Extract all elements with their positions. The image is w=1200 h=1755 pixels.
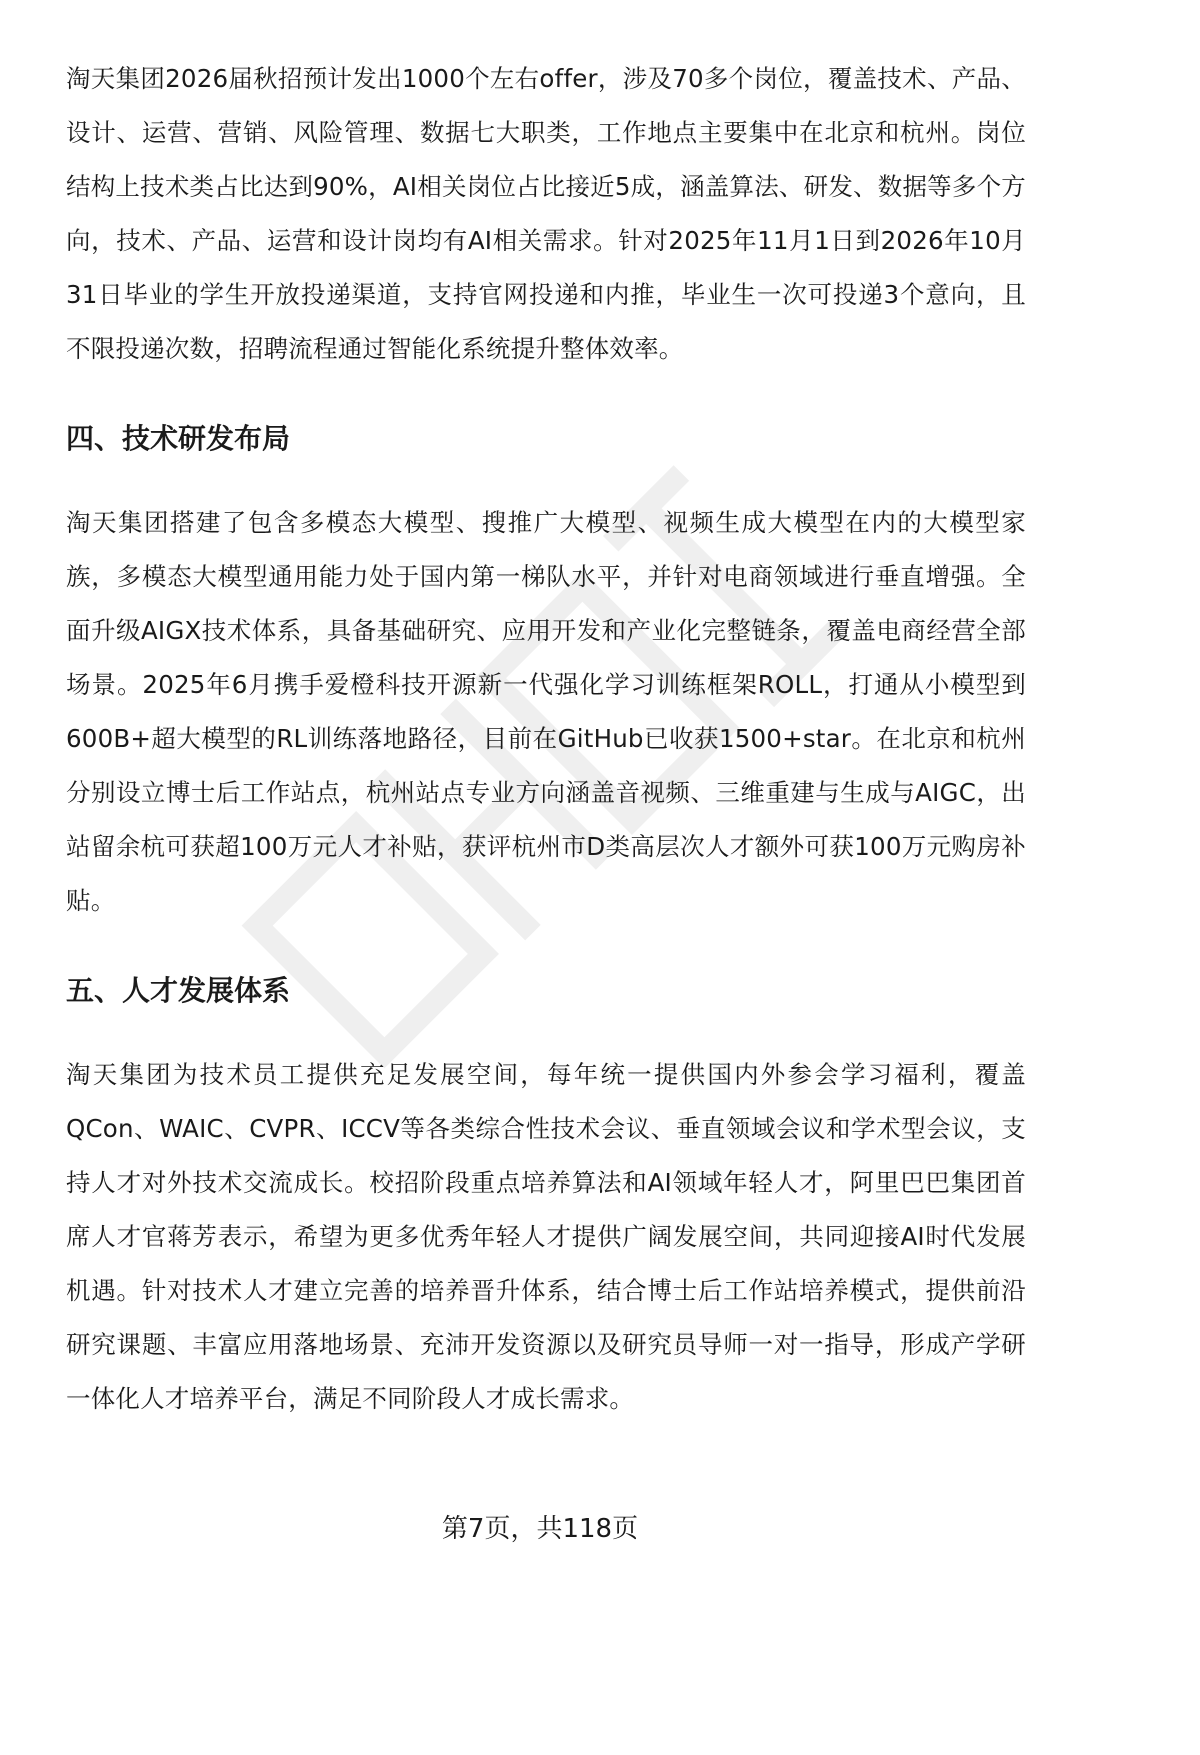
paragraph-recruitment: 淘天集团2026届秋招预计发出1000个左右offer，涉及70多个岗位，覆盖技术、产品、设计、运营、营销、风险管理、数据七大职类，工作地点主要集中在北京和杭州。岗位结构上技术类占比达到90%，AI相关岗位占比接近5成，涵盖算法、研发、数据等多个方向，技术、产品、运营和设计岗均有AI相关需求。针对2025年11月1日到2026年10月31日毕业的学生开放投递渠道，支持官网投递和内推，毕业生一次可投递3个意向，且不限投递次数，招聘流程通过智能化系统提升整体效率。	[66, 64, 1026, 363]
document-page	[66, 52, 1026, 1426]
heading-talent-development: 五、人才发展体系	[66, 974, 291, 1007]
page-number-footer: 第7页，共118页	[441, 1514, 639, 1544]
paragraph-talent-development: 淘天集团为技术员工提供充足发展空间，每年统一提供国内外参会学习福利，覆盖QCon、WAIC、CVPR、ICCV等各类综合性技术会议、垂直领域会议和学术型会议，支持人才对外技术交流成长。校招阶段重点培养算法和AI领域年轻人才，阿里巴巴集团首席人才官蒋芳表示，希望为更多优秀年轻人才提供广阔发展空间，共同迎接AI时代发展机遇。针对技术人才建立完善的培养晋升体系，结合博士后工作站培养模式，提供前沿研究课题、丰富应用落地场景、充沛开发资源以及研究员导师一对一指导，形成产学研一体化人才培养平台，满足不同阶段人才成长需求。	[66, 1060, 1026, 1413]
heading-tech-rd: 四、技术研发布局	[66, 422, 291, 455]
paragraph-tech-rd: 淘天集团搭建了包含多模态大模型、搜推广大模型、视频生成大模型在内的大模型家族，多模态大模型通用能力处于国内第一梯队水平，并针对电商领域进行垂直增强。全面升级AIGX技术体系，具备基础研究、应用开发和产业化完整链条，覆盖电商经营全部场景。2025年6月携手爱橙科技开源新一代强化学习训练框架ROLL，打通从小模型到600B+超大模型的RL训练落地路径，目前在GitHub已收获1500+star。在北京和杭州分别设立博士后工作站点，杭州站点专业方向涵盖音视频、三维重建与生成与AIGC，出站留余杭可获超100万元人才补贴，获评杭州市D类高层次人才额外可获100万元购房补贴。	[66, 508, 1026, 915]
